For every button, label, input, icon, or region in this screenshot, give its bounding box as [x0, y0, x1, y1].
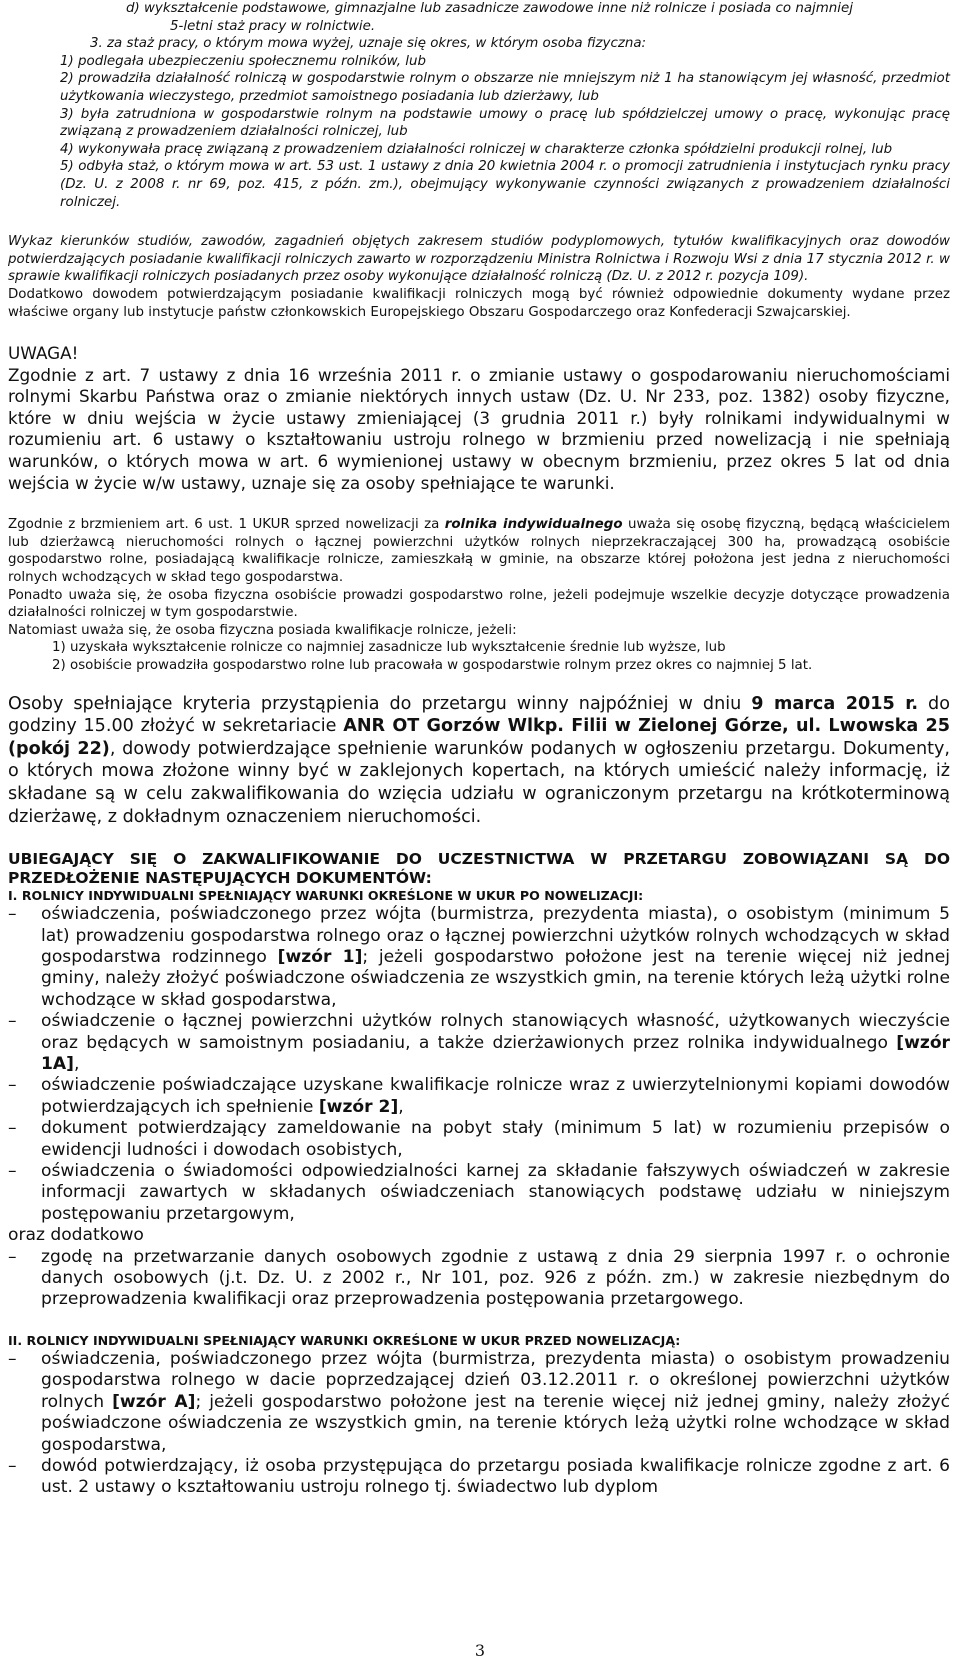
list-item-text: osobiście prowadziła gospodarstwo rolne lub pracowała w gospodarstwie rolnym przez okres co najmniej 5 lat.	[70, 658, 813, 673]
list-item-number: 2)	[52, 658, 66, 673]
natomiast-paragraph: Natomiast uważa się, że osoba fizyczna posiada kwalifikacje rolnicze, jeżeli:	[8, 622, 517, 638]
list-item	[8, 1247, 950, 1311]
deadline-date: 9 marca 2015 r.	[751, 693, 919, 714]
list-item	[8, 904, 950, 1011]
criteria-point-3: 3. za staż pracy, o którym mowa wyżej, uznaje się okres, w którym osoba fizyczna:	[90, 36, 647, 52]
rolnik-indywidualny-term: rolnika indywidualnego	[444, 517, 623, 533]
osoby-text-3: , dowody potwierdzające spełnienie warunków podanych w ogłoszeniu przetargu. Dokumenty, o których mowa złożone winny być w zaklejonych kopertach, na których umieścić należy informację, iż składane są w celu zakwalifikowania do wzięcia udziału w ograniczonym przetargu na krótkoterminową dzierżawę, z dokładnym oznaczeniem nieruchomości.	[8, 738, 950, 827]
list-item-text: ,	[398, 1096, 404, 1117]
uwaga-label: UWAGA!	[8, 343, 79, 364]
kwalifikacje-list	[8, 639, 950, 674]
list-item	[8, 639, 950, 657]
criteria-list	[8, 0, 950, 211]
list-item	[8, 1118, 950, 1161]
osoby-text-1: Osoby spełniające kryteria przystąpienia do przetargu winny najpóźniej w dniu	[8, 693, 752, 714]
list-item-text: oświadczenie o łącznej powierzchni użytków rolnych stanowiących własność, użytkowanych wieczyście oraz będących w samoistnym posiadaniu, a także dzierżawionych przez rolnika indywidualnego	[41, 1011, 950, 1053]
osoby-text-2: do godziny 15.00 złożyć w sekretariacie	[8, 693, 950, 737]
wykaz-paragraph: Wykaz kierunków studiów, zawodów, zagadnień objętych zakresem studiów podyplomowych, tytułów kwalifikacyjnych oraz dowodów potwierdzających posiadanie kwalifikacji rolniczych zawarto w rozporządzeniu Ministra Rolnictwa i Rozwoju Wsi z dnia 17 stycznia 2012 r. w sprawie kwalifikacji rolniczych posiadanych przez osoby wykonujące działalność rolniczą (Dz. U. z 2012 r. pozycja 109).	[8, 234, 950, 285]
list-item-text: dowód potwierdzający, iż osoba przystępująca do przetargu posiada kwalifikacje rolnicze zgodne z art. 6 ust. 2 ustawy o kształtowaniu ustroju rolnego tj. świadectwo lub dyplom	[41, 1455, 950, 1498]
list-item-text: dokument potwierdzający zameldowanie na pobyt stały (minimum 5 lat) w rozumieniu przepisów o ewidencji ludności i dowodach osobistych,	[41, 1118, 950, 1160]
criteria-subitem-3: 3) była zatrudniona w gospodarstwie rolnym na podstawie umowy o pracę lub spółdzielczej umowy o pracę, wykonując pracę związaną z prowadzeniem działalności rolniczej, lub	[60, 106, 950, 140]
uwaga-paragraph: Zgodnie z art. 7 ustawy z dnia 16 września 2011 r. o zmianie ustawy o gospodarowaniu nieruchomościami rolnymi Skarbu Państwa oraz o zmianie niektórych innych ustaw (Dz. U. Nr 233, poz. 1382) osoby fizyczne, które w dniu wejścia w życie ustawy zmieniającej (3 grudnia 2011 r.) były rolnikami indywidualnymi w rozumieniu art. 6 ustawy o kształtowaniu ustroju rolnego w brzmieniu przed nowelizacją i nie spełniają warunków, o których mowa w art. 6 wymienionej ustawy w obecnym brzmieniu, przez okres 5 lat od dnia wejścia w życie w/w ustawy, uznaje się za osoby spełniające te warunki.	[8, 364, 950, 493]
list-item	[8, 1011, 950, 1075]
criteria-item-d: d) wykształcenie podstawowe, gimnazjalne lub zasadnicze zawodowe inne niż rolnicze i posiada co najmniej	[126, 1, 853, 16]
criteria-item-d-cont: 5-letni staż pracy w rolnictwie.	[170, 18, 376, 34]
list-item-text: ,	[73, 1054, 80, 1074]
list-item-text: zgodę na przetwarzanie danych osobowych zgodnie z ustawą z dnia 29 sierpnia 1997 r. o ochronie danych osobowych (j.t. Dz. U. z 2002 r., Nr 101, poz. 926 z późn. zm.) w zakresie niezbędnym do przeprowadzenia kwalifikacji oraz przeprowadzenia postępowania przetargowego.	[41, 1246, 950, 1310]
list-item	[8, 1456, 950, 1499]
list-item-text: uzyskała wykształcenie rolnicze co najmniej zasadnicze lub wykształcenie średnie lub wyższe, lub	[70, 640, 726, 656]
main-heading: UBIEGAJĄCY SIĘ O ZAKWALIFIKOWANIE DO UCZESTNICTWA W PRZETARGU ZOBOWIĄZANI SĄ DO PRZEDŁOŻENIE NASTĘPUJĄCYCH DOKUMENTÓW:	[8, 850, 950, 888]
form-reference: [wzór A]	[112, 1391, 196, 1412]
list-item-number: 1)	[52, 640, 66, 656]
criteria-subitem-1: 1) podlegała ubezpieczeniu społecznemu rolników, lub	[60, 53, 426, 69]
list-item	[8, 1075, 950, 1118]
section-2-list	[8, 1349, 950, 1499]
osoby-paragraph	[8, 693, 950, 829]
list-item	[8, 657, 950, 675]
criteria-subitem-4: 4) wykonywała pracę związaną z prowadzeniem działalności rolniczej w charakterze członka spółdzielni produkcji rolnej, lub	[60, 141, 893, 157]
section-1-extra-list	[8, 1247, 950, 1311]
form-reference: [wzór 2]	[318, 1096, 399, 1117]
zgodnie-text-after: uważa się osobę fizyczną, będącą właścicielem lub dzierżawcą nieruchomości rolnych o łącznej powierzchni użytków rolnych nieprzekraczającej 300 ha, prowadzącą osobiście gospodarstwo rolne, posiadającą kwalifikacje rolnicze, zamieszkałą w gminie, na obszarze której położona jest jedna z nieruchomości rolnych wchodzących w skład tego gospodarstwa.	[8, 517, 950, 586]
criteria-subitem-2: 2) prowadziła działalność rolniczą w gospodarstwie rolnym o obszarze nie mniejszym niż 1 ha stanowiącym jej własność, przedmiot użytkowania wieczystego, przedmiot samoistnego posiadania lub dzierżawy, lub	[60, 71, 950, 104]
oraz-dodatkowo: oraz dodatkowo	[8, 1225, 144, 1246]
list-item-text: oświadczenia o świadomości odpowiedzialności karnej za składanie fałszywych oświadczeń w zakresie informacji zawartych w składanych oświadczeniach stanowiących podstawę udziału w niniejszym postępowaniu przetargowym,	[41, 1161, 950, 1224]
list-item	[8, 1161, 950, 1225]
list-item-text: ; jeżeli gospodarstwo położone jest na terenie więcej niż jednej gminy, należy złożyć poświadczone oświadczenia ze wszystkich gmin, na terenie których leżą użytki rolne wchodzące w skład gospodarstwa,	[41, 1391, 950, 1455]
list-item-text: ; jeżeli gospodarstwo położone jest na terenie więcej niż jednej gminy, należy złożyć poświadczone oświadczenia ze wszystkich gmin, na terenie których leżą użytki rolne wchodzące w skład gospodarstwa,	[41, 946, 950, 1010]
zgodnie-paragraph	[8, 516, 950, 586]
list-item-text: oświadczenia, poświadczonego przez wójta (burmistrza, prezydenta miasta) o osobistym prowadzeniu gospodarstwa rolnego w dacie poprzedzającej dzień 03.12.2011 r. o określonej powierzchni użytków rolnych	[41, 1348, 950, 1412]
section-2-title: II. ROLNICY INDYWIDUALNI SPEŁNIAJĄCY WARUNKI OKREŚLONE W UKUR PRZED NOWELIZACJĄ:	[8, 1332, 681, 1348]
form-reference: [wzór 1]	[277, 946, 363, 967]
criteria-subitem-5: 5) odbyła staż, o którym mowa w art. 53 ust. 1 ustawy z dnia 20 kwietnia 2004 r. o promocji zatrudnienia i instytucjach rynku pracy (Dz. U. z 2008 r. nr 69, poz. 415, z późn. zm.), obejmujący wykonywanie czynności związanych z prowadzeniem działalności rolniczej.	[60, 159, 950, 210]
section-1-title: I. ROLNICY INDYWIDUALNI SPEŁNIAJĄCY WARUNKI OKREŚLONE W UKUR PO NOWELIZACJI:	[8, 888, 644, 904]
dodatkowo-paragraph: Dodatkowo dowodem potwierdzającym posiadanie kwalifikacji rolniczych mogą być również odpowiednie dokumenty wydane przez właściwe organy lub instytucje państw członkowskich Europejskiego Obszaru Gospodarczego oraz Konfederacji Szwajcarskiej.	[8, 286, 950, 320]
list-item-text: oświadczenia, poświadczonego przez wójta (burmistrza, prezydenta miasta), o osobistym (minimum 5 lat) prowadzeniu gospodarstwa rolnego oraz o łącznej powierzchni użytków rolnych wchodzących w skład gospodarstwa rodzinnego	[41, 904, 950, 967]
list-item	[8, 1349, 950, 1456]
ponadto-paragraph: Ponadto uważa się, że osoba fizyczna osobiście prowadzi gospodarstwo rolne, jeżeli podejmuje wszelkie decyzje dotyczące prowadzenia działalności rolniczej w tym gospodarstwie.	[8, 587, 950, 621]
list-item-text: oświadczenie poświadczające uzyskane kwalifikacje rolnicze wraz z uwierzytelnionymi kopiami dowodów potwierdzających ich spełnienie	[41, 1075, 950, 1117]
page-number: 3	[474, 1641, 486, 1660]
office-address: ANR OT Gorzów Wlkp. Filii w Zielonej Górze, ul. Lwowska 25 (pokój 22)	[8, 716, 950, 759]
section-1-list	[8, 904, 950, 1225]
zgodnie-text-before: Zgodnie z brzmieniem art. 6 ust. 1 UKUR sprzed nowelizacji za	[8, 517, 445, 533]
form-reference: [wzór 1A]	[41, 1032, 950, 1074]
